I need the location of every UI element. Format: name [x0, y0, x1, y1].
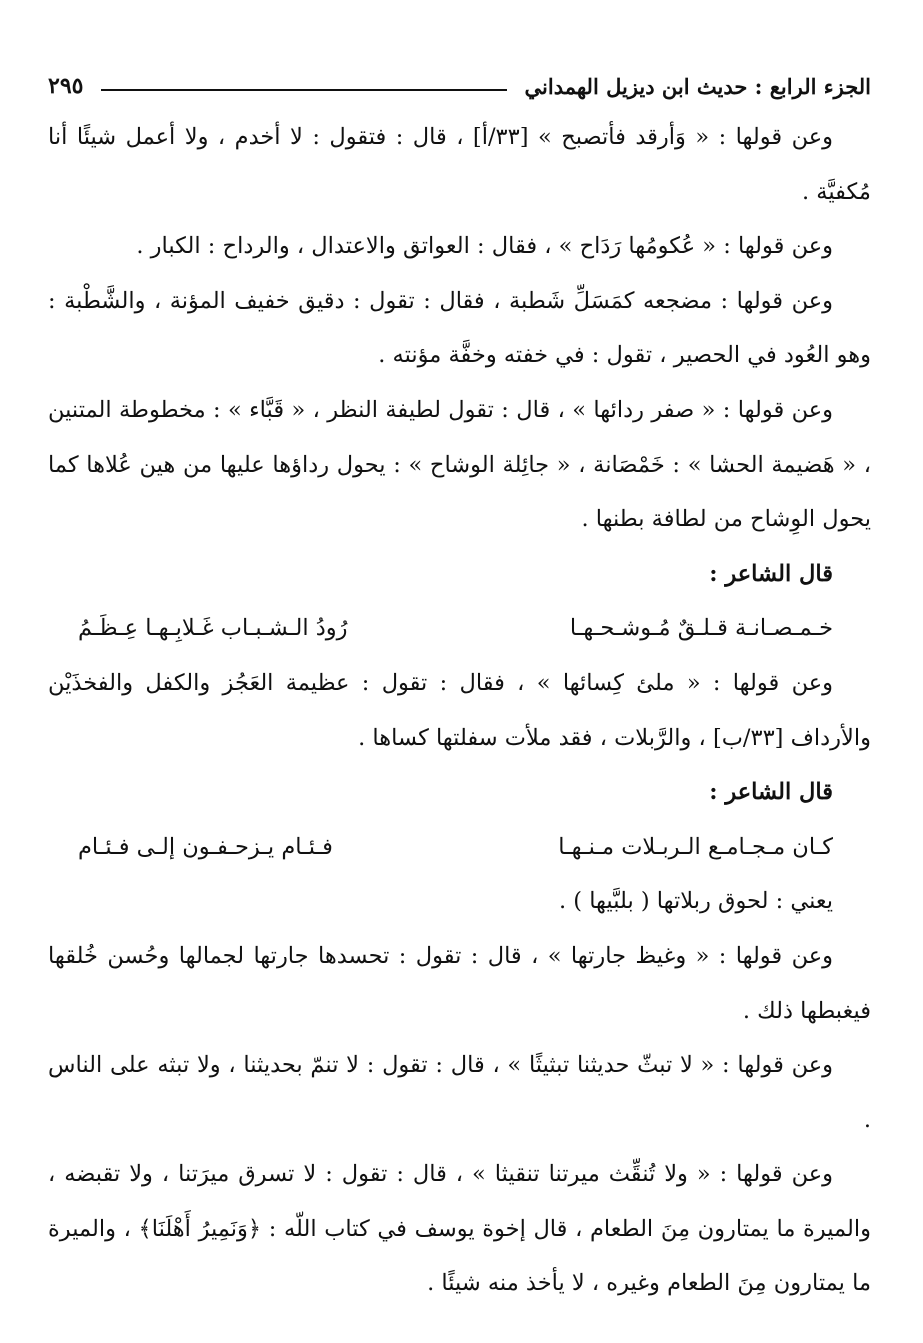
- verse-1-second-hemistich: رُودُ الـشـبـاب غَـلابِـهـا عِـظَـمُ: [78, 615, 348, 642]
- body-text: [48, 110, 871, 1311]
- poet-label-1: قال الشاعر :: [709, 560, 833, 587]
- poet-label-2: قال الشاعر :: [709, 779, 833, 806]
- verse-2-second-hemistich: فـئـام يـزحـفـون إلـى فـئـام: [78, 833, 333, 860]
- verse-1-first-hemistich: خـمـصـانـة قـلـقٌ مُـوشـحـهـا: [569, 615, 833, 642]
- verse-2: [48, 820, 871, 875]
- verse-1: [48, 601, 871, 656]
- paragraph-1: وعن قولها : « وَأرقد فأتصبح » [٣٣/أ] ، قال : فتقول : لا أخدم ، ولا أعمل شيئًا أنا مُكفيَّة .: [48, 124, 871, 205]
- paragraph-8: وعن قولها : « لا تبثّ حديثنا تبثيثًا » ، قال : تقول : لا تنمّ بحديثنا ، ولا تبثه على الناس .: [48, 1052, 871, 1133]
- verse-2-first-hemistich: كـان مـجـامـع الـربـلات مـنـهـا: [558, 833, 833, 860]
- header-title: الجزء الرابع : حديث ابن ديزيل الهمداني: [524, 73, 871, 99]
- page-number: ٢٩٥: [48, 73, 84, 99]
- paragraph-3: وعن قولها : مضجعه كمَسَلِّ شَطبة ، فقال : تقول : دقيق خفيف المؤنة ، والشَّطْبة : وهو العُود في الحصير ، تقول : في خفته وخفَّة مؤنته .: [48, 287, 871, 369]
- paragraph-6: يعني : لحوق ربلاتها ( بلبَّيها ) .: [558, 888, 833, 915]
- paragraph-5: وعن قولها : « ملئ كِسائها » ، فقال : تقول : عظيمة العَجُز والكفل والفخذَيْن والأرداف [٣٣/ب] ، والرَّبلات ، فقد ملأت سفلتها كساها .: [48, 669, 871, 751]
- header-rule: [101, 89, 506, 91]
- running-header: [48, 62, 871, 110]
- paragraph-2: وعن قولها : « عُكومُها رَدَاح » ، فقال : العواتق والاعتدال ، والرداح : الكبار .: [136, 233, 833, 260]
- paragraph-4: وعن قولها : « صفر ردائها » ، قال : تقول لطيفة النظر ، « قَبَّاء » : مخطوطة المتنين ، « هَضيمة الحشا » : خَمْصَانة ، « جائِلة الوشاح » : يحول رداؤها عليها من هين عُلاها كما يحول الوِشاح من لطافة بطنها .: [48, 396, 871, 533]
- paragraph-9: وعن قولها : « ولا تُنقِّث ميرتنا تنقيثا » ، قال : تقول : لا تسرق ميرَتنا ، ولا تقبضه ، والميرة ما يمتارون مِنَ الطعام ، قال إخوة يوسف في كتاب اللّه : ﴿وَنَمِيرُ أَهْلَنَا﴾ ، والميرة ما يمتارون مِنَ الطعام وغيره ، لا يأخذ منه شيئًا .: [48, 1161, 871, 1297]
- paragraph-7: وعن قولها : « وغيظ جارتها » ، قال : تقول : تحسدها جارتها لجمالها وحُسن خُلقها فيغبطها ذلك .: [48, 942, 871, 1024]
